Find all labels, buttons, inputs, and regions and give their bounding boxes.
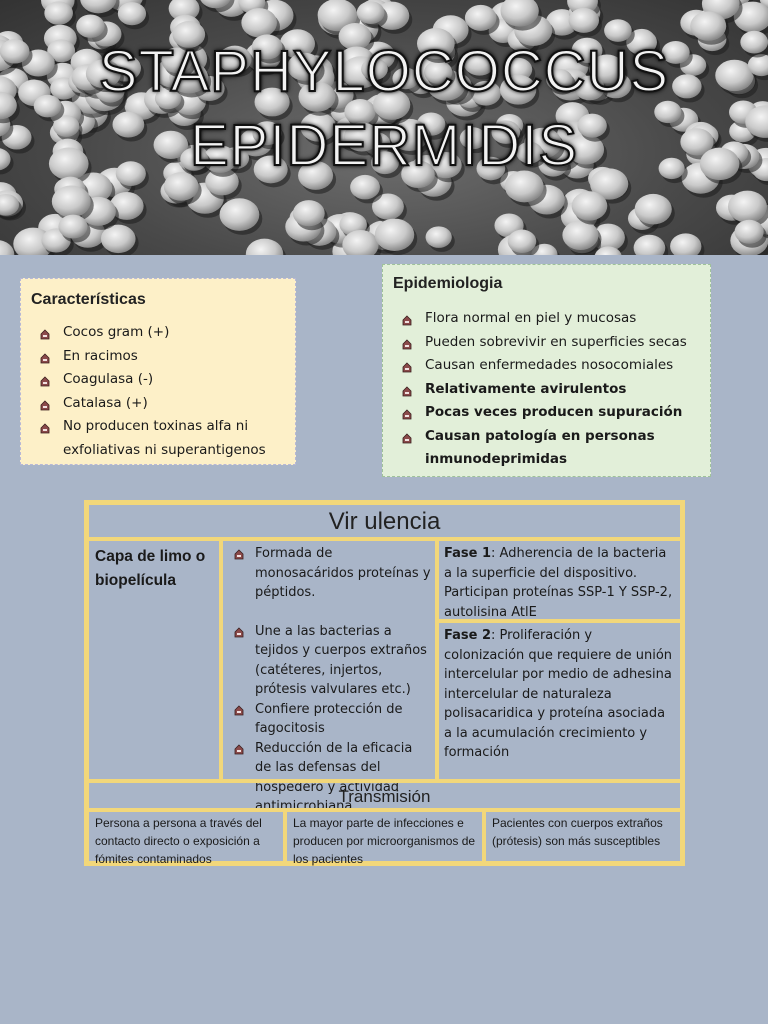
list-item: No producen toxinas alfa ni exfoliativas ni superantigenos (31, 415, 285, 462)
epidemiologia-title: Epidemiologia (393, 275, 503, 292)
coccus-cell (241, 8, 277, 37)
bacteria-bullet-icon (233, 626, 245, 638)
coccus-cell (52, 185, 91, 217)
title-line-2: EPIDERMIDIS (189, 113, 579, 178)
list-item: Coagulasa (-) (31, 368, 285, 392)
virulencia-title: Vir ulencia (87, 503, 682, 539)
coccus-cell (635, 194, 672, 225)
list-item: En racimos (31, 345, 285, 369)
coccus-cell (728, 191, 767, 223)
coccus-cell (465, 5, 497, 31)
coccus-cell (0, 240, 14, 255)
coccus-cell (76, 14, 105, 37)
bacteria-bullet-icon (39, 397, 51, 409)
fase-1-label: Fase 1 (444, 546, 492, 561)
bacteria-bullet-icon (39, 373, 51, 385)
list-item: Une a las bacterias a tejidos y cuerpos extraños (catéteres, injertos, prótesis valvulares etc.) (227, 622, 431, 700)
coccus-cell (375, 219, 415, 251)
coccus-cell (634, 235, 666, 255)
capa-limo-cell (87, 539, 221, 781)
transmision-title: Transmisión (87, 781, 682, 810)
transmision-cell: Persona a persona a través del contacto directo o exposición a fómites contaminados (87, 810, 285, 863)
caracteristicas-list (31, 321, 285, 462)
list-item: Flora normal en piel y mucosas (393, 307, 700, 331)
coccus-cell (58, 215, 87, 239)
coccus-cell (508, 230, 537, 253)
bacteria-bullet-icon (233, 704, 245, 716)
bacteria-bullet-icon (401, 383, 413, 395)
bacteria-bullet-icon (401, 336, 413, 348)
coccus-cell (220, 198, 260, 231)
capa-limo-label: Capa de limo o biopelícula (95, 548, 206, 589)
bacteria-bullet-icon (401, 430, 413, 442)
fase-1-text: : Adherencia de la bacteria a la superficie del dispositivo. Participan proteínas SSP-1 Y SSP-2, autolisina AtlE (444, 546, 673, 620)
fase-2-cell (437, 621, 682, 781)
header-banner (0, 0, 768, 255)
coccus-cell (426, 226, 452, 248)
bacteria-bullet-icon (233, 743, 245, 755)
bacteria-bullet-icon (39, 350, 51, 362)
epidemiologia-box (382, 264, 711, 477)
bacteria-bullet-icon (401, 312, 413, 324)
list-item: Cocos gram (+) (31, 321, 285, 345)
transmision-cell: La mayor parte de infecciones e producen por microorganismos de los pacientes (285, 810, 484, 863)
bacteria-bullet-icon (39, 420, 51, 432)
epidemiologia-list (393, 307, 700, 472)
coccus-cell (293, 200, 325, 226)
list-item: Pocas veces producen supuración (393, 401, 700, 425)
coccus-cell (670, 233, 701, 255)
fase-2-label: Fase 2 (444, 628, 492, 643)
caracteristicas-title: Características (31, 291, 146, 308)
coccus-cell (118, 2, 146, 25)
coccus-cell (357, 1, 385, 24)
fase-2-text: : Proliferación y colonización que requiere de unión intercelular por medio de adhesina intercelular de naturaleza polisacaridica y proteína asociada a la acumulación crecimiento y formación (444, 628, 673, 760)
list-item: Causan enfermedades nosocomiales (393, 354, 700, 378)
bacteria-bullet-icon (39, 326, 51, 338)
list-item: Causan patología en personas inmunodeprimidas (393, 425, 700, 472)
list-item: Pueden sobrevivir en superficies secas (393, 331, 700, 355)
bacteria-bullet-icon (401, 359, 413, 371)
coccus-cell (735, 220, 764, 244)
list-item: Formada de monosacáridos proteínas y péptidos. (227, 544, 431, 603)
coccus-cell (690, 11, 726, 40)
list-item: Reducción de la eficacia de las defensas del hospedero y actividad antimicrobiana (227, 739, 431, 817)
list-item: Relativamente avirulentos (393, 378, 700, 402)
coccus-cell (562, 220, 598, 250)
coccus-cell (44, 1, 73, 24)
coccus-cell (246, 239, 283, 255)
list-item: Confiere protección de fagocitosis (227, 700, 431, 739)
coccus-cell (569, 8, 599, 33)
biopelicula-list (227, 544, 431, 817)
bacteria-bullet-icon (401, 406, 413, 418)
coccus-cell (572, 191, 608, 220)
caracteristicas-box (20, 278, 296, 465)
virulencia-table (84, 500, 685, 866)
title-line-1: STAPHYLOCOCCUS (98, 39, 670, 104)
bacteria-bullet-icon (233, 548, 245, 560)
fase-1-cell (437, 539, 682, 621)
list-item: Catalasa (+) (31, 392, 285, 416)
transmision-cell: Pacientes con cuerpos extraños (prótesis) son más susceptibles (484, 810, 682, 863)
